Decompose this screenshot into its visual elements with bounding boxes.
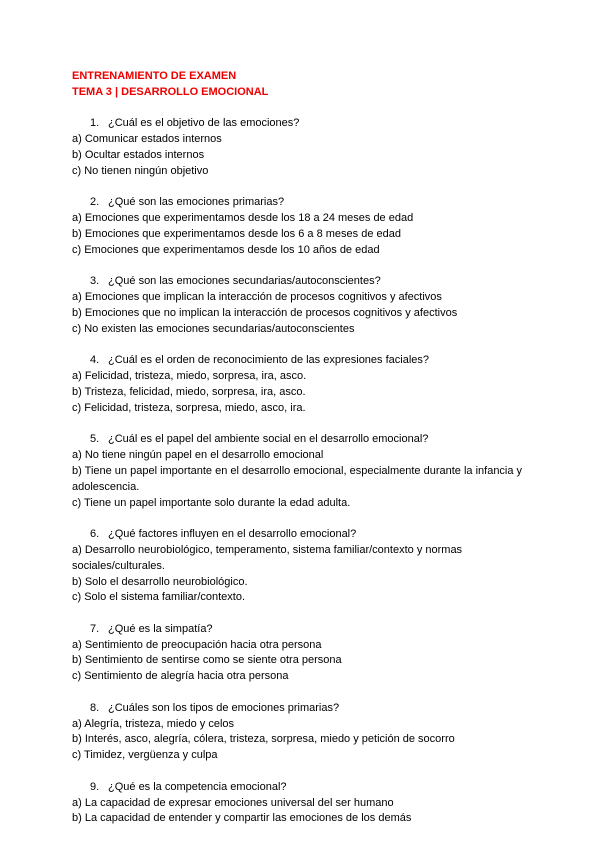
- question-block-7: [72, 622, 540, 685]
- answer-option-c: c) Emociones que experimentamos desde los 10 años de edad: [72, 243, 380, 256]
- question-text: ¿Cuál es el orden de reconocimiento de las expresiones faciales?: [108, 354, 430, 367]
- question-number: 1.: [90, 117, 100, 130]
- answer-option-b: b) Interés, asco, alegría, cólera, tristeza, sorpresa, miedo y petición de socorro: [72, 733, 455, 746]
- question-number: 9.: [90, 780, 100, 793]
- answer-option-c: c) Timidez, vergüenza y culpa: [72, 749, 218, 762]
- document-title: [72, 69, 540, 101]
- answer-option-c: c) No tienen ningún objetivo: [72, 164, 209, 177]
- title-line-1: ENTRENAMIENTO DE EXAMEN: [72, 70, 237, 82]
- question-number: 7.: [90, 622, 100, 635]
- answer-option-c: c) No existen las emociones secundarias/autoconscientes: [72, 322, 355, 335]
- question-number: 8.: [90, 701, 100, 714]
- question-line: [72, 622, 540, 638]
- question-line: [72, 701, 540, 717]
- answer-option-a: a) Felicidad, tristeza, miedo, sorpresa, ira, asco.: [72, 370, 307, 383]
- answer-option-a: a) Emociones que implican la interacción de procesos cognitivos y afectivos: [72, 291, 442, 304]
- title-line-2: TEMA 3 | DESARROLLO EMOCIONAL: [72, 85, 269, 98]
- question-text: ¿Cuál es el papel del ambiente social en el desarrollo emocional?: [108, 433, 429, 446]
- answer-option-b: b) Ocultar estados internos: [72, 148, 205, 161]
- question-text: ¿Qué son las emociones secundarias/autoconscientes?: [108, 275, 381, 288]
- answer-option-b: b) Emociones que experimentamos desde los 6 a 8 meses de edad: [72, 227, 401, 240]
- answer-option-c: c) Tiene un papel importante solo durante la edad adulta.: [72, 496, 351, 509]
- answer-option-a: a) Desarrollo neurobiológico, temperamento, sistema familiar/contexto y normas sociales/culturales.: [72, 543, 463, 572]
- answer-option-b: b) Tiene un papel importante en el desarrollo emocional, especialmente durante la infancia y adolescencia.: [72, 464, 523, 493]
- question-number: 4.: [90, 354, 100, 367]
- answer-option-b: b) Sentimiento de sentirse como se siente otra persona: [72, 654, 342, 667]
- question-line: [72, 353, 540, 369]
- question-line: [72, 780, 540, 796]
- question-text: ¿Qué son las emociones primarias?: [108, 196, 285, 209]
- answer-option-b: b) Tristeza, felicidad, miedo, sorpresa, ira, asco.: [72, 385, 306, 398]
- answer-option-b: b) Solo el desarrollo neurobiológico.: [72, 575, 248, 588]
- answer-option-a: a) Emociones que experimentamos desde los 18 a 24 meses de edad: [72, 212, 414, 225]
- answer-option-b: b) Emociones que no implican la interacción de procesos cognitivos y afectivos: [72, 306, 458, 319]
- question-text: ¿Cuáles son los tipos de emociones primarias?: [108, 701, 340, 714]
- question-block-9: [72, 780, 540, 827]
- question-text: ¿Qué es la competencia emocional?: [108, 780, 287, 793]
- question-block-2: [72, 195, 540, 258]
- question-number: 2.: [90, 196, 100, 209]
- answer-option-a: a) Sentimiento de preocupación hacia otra persona: [72, 638, 322, 651]
- question-line: [72, 116, 540, 132]
- question-text: ¿Qué factores influyen en el desarrollo emocional?: [108, 528, 357, 541]
- question-block-1: [72, 116, 540, 179]
- question-text: ¿Qué es la simpatía?: [108, 622, 213, 635]
- question-number: 3.: [90, 275, 100, 288]
- question-line: [72, 195, 540, 211]
- question-block-5: [72, 432, 540, 511]
- question-block-6: [72, 527, 540, 606]
- answer-option-b: b) La capacidad de entender y compartir las emociones de los demás: [72, 812, 412, 825]
- question-number: 5.: [90, 433, 100, 446]
- question-block-4: [72, 353, 540, 416]
- answer-option-c: c) Solo el sistema familiar/contexto.: [72, 591, 246, 604]
- answer-option-a: a) Alegría, tristeza, miedo y celos: [72, 717, 235, 730]
- question-block-8: [72, 701, 540, 764]
- question-line: [72, 432, 540, 448]
- question-number: 6.: [90, 528, 100, 541]
- answer-option-a: a) La capacidad de expresar emociones universal del ser humano: [72, 796, 394, 809]
- answer-option-a: a) Comunicar estados internos: [72, 133, 222, 146]
- answer-option-a: a) No tiene ningún papel en el desarrollo emocional: [72, 449, 324, 462]
- answer-option-c: c) Sentimiento de alegría hacia otra persona: [72, 670, 289, 683]
- question-block-3: [72, 274, 540, 337]
- answer-option-c: c) Felicidad, tristeza, sorpresa, miedo, asco, ira.: [72, 401, 306, 414]
- question-text: ¿Cuál es el objetivo de las emociones?: [108, 117, 300, 130]
- question-line: [72, 527, 540, 543]
- question-line: [72, 274, 540, 290]
